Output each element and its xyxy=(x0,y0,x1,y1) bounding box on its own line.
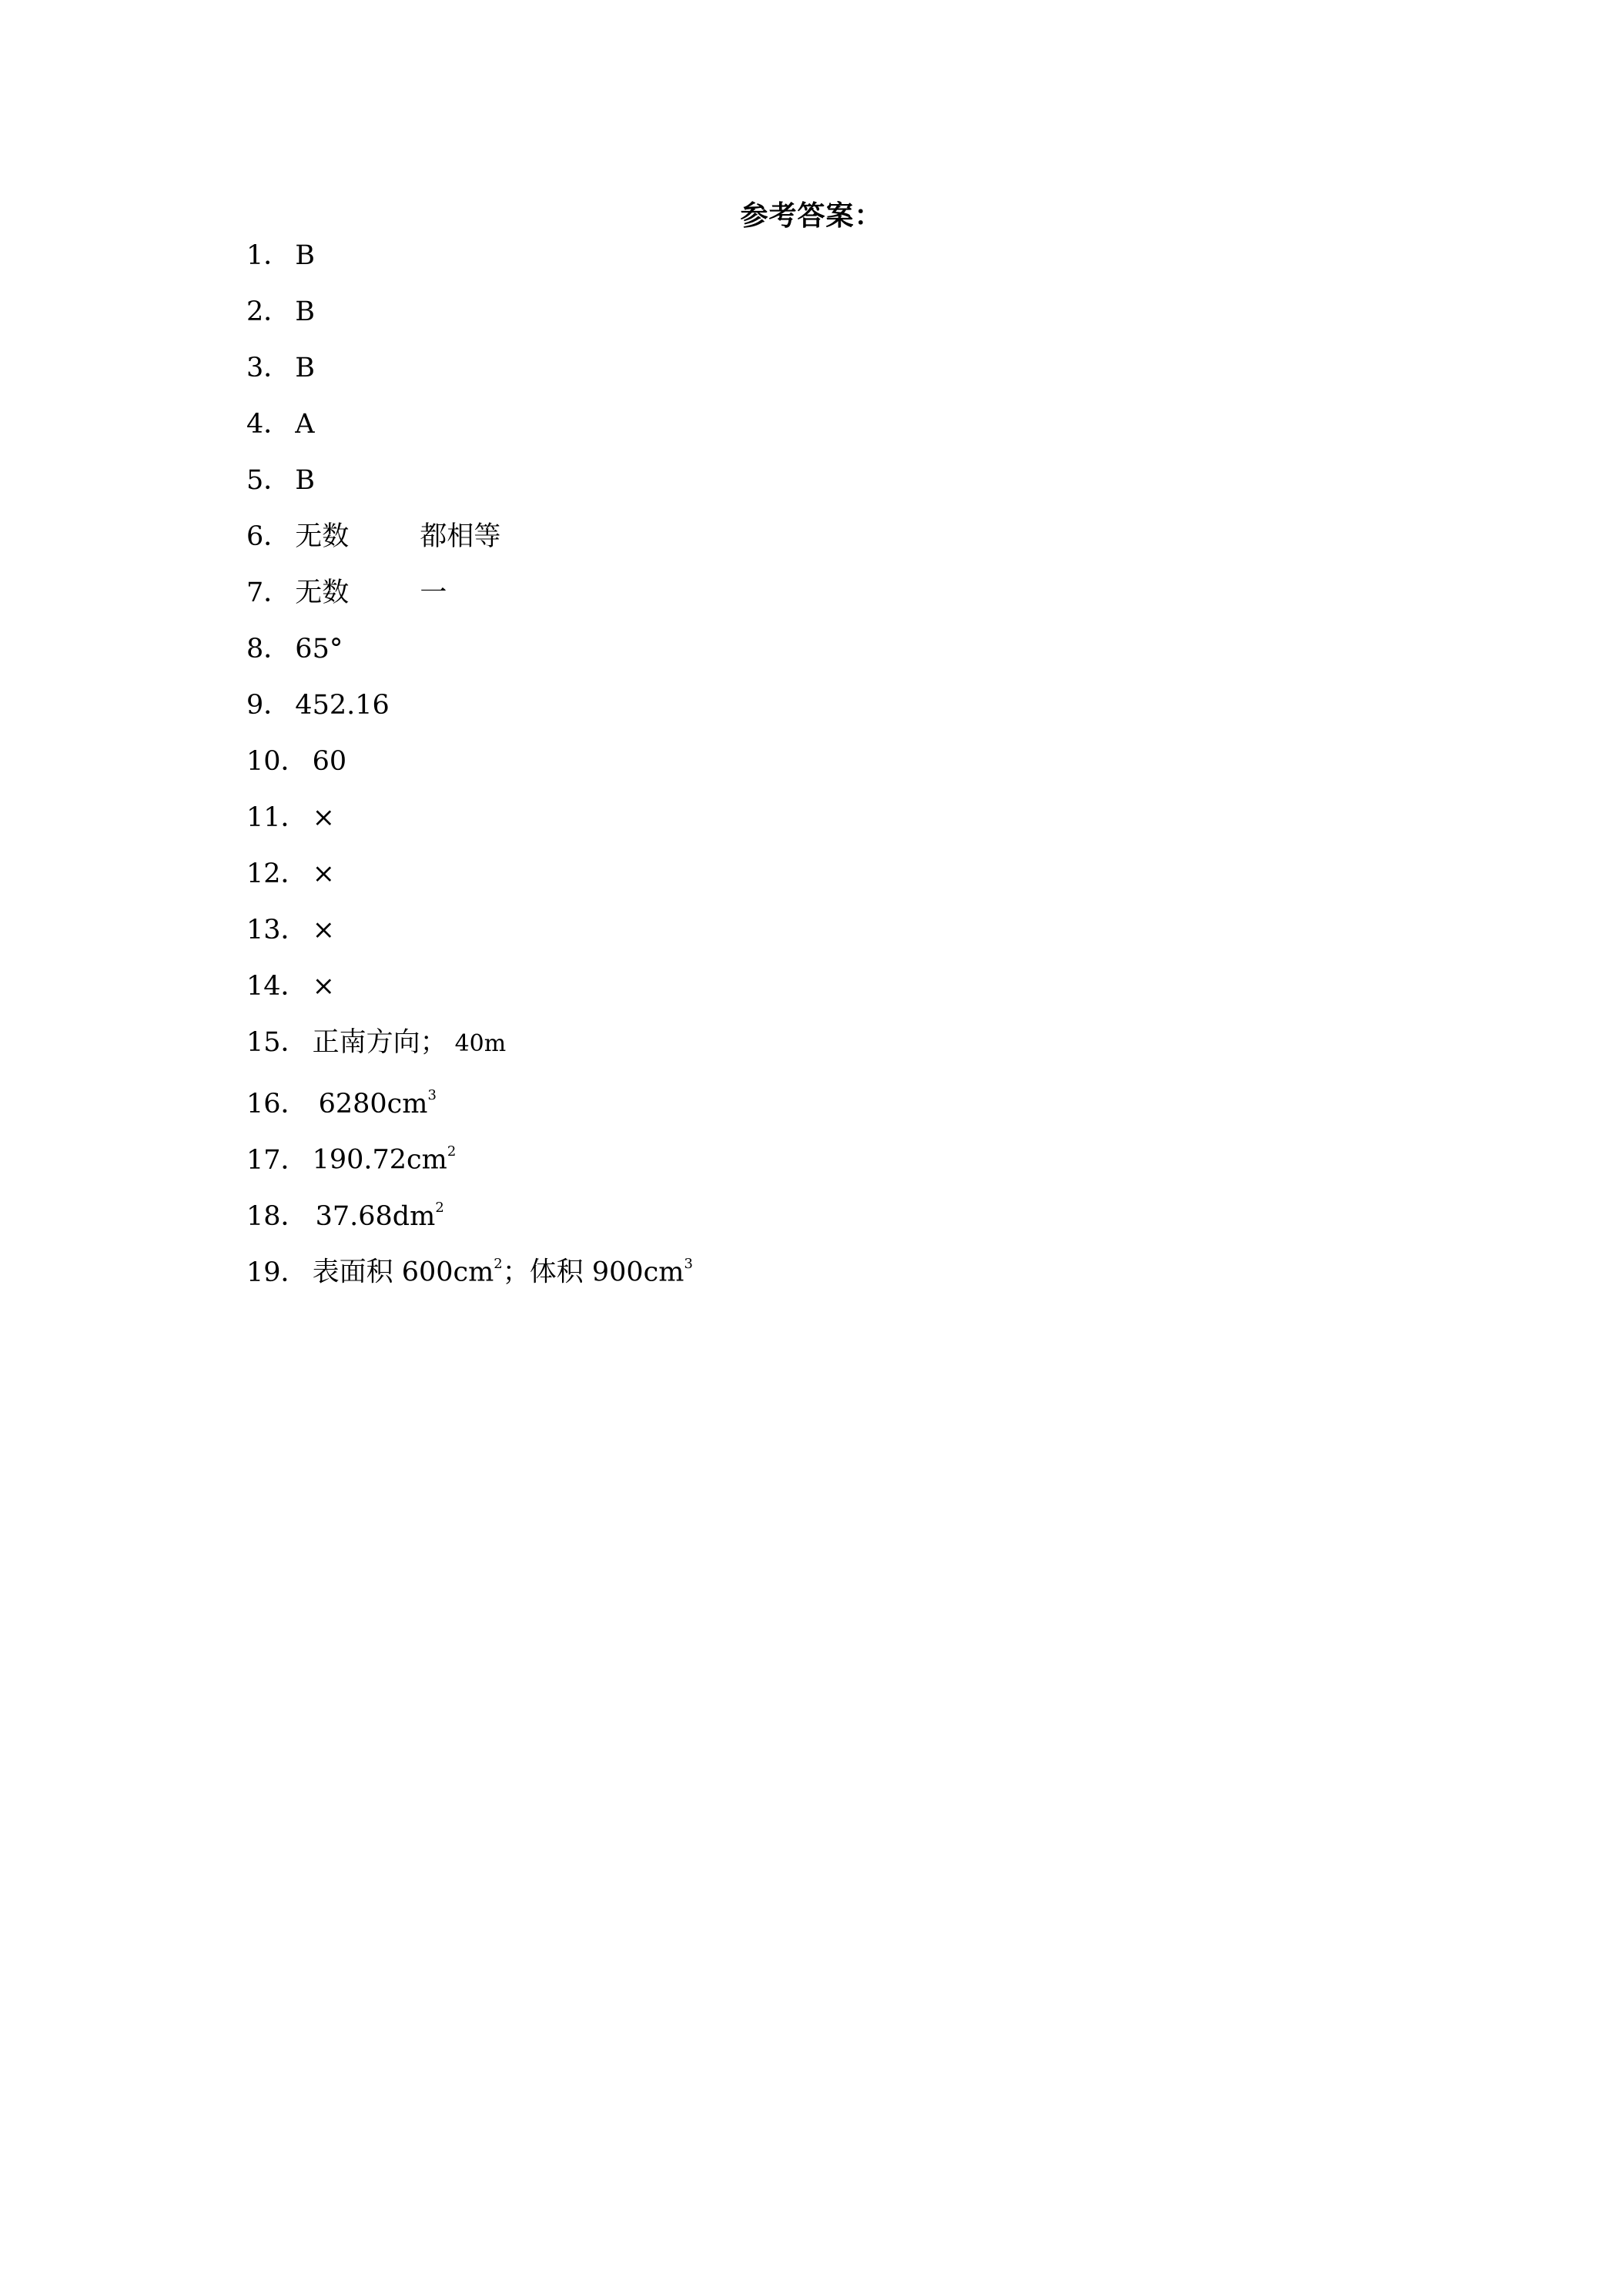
answer-text: × xyxy=(312,858,335,889)
answer-item-4 xyxy=(246,405,315,443)
answer-separator: ． xyxy=(280,858,308,889)
answer-number: 3 xyxy=(246,353,264,383)
answer-item-1 xyxy=(246,236,315,275)
answer-separator: ． xyxy=(263,465,291,496)
answer-item-14 xyxy=(246,967,335,1006)
answer-text: 190.72cm xyxy=(312,1144,447,1176)
answer-item-11 xyxy=(246,798,335,837)
answer-number: 5 xyxy=(246,465,264,496)
answer-separator: ． xyxy=(280,1200,308,1232)
answer-number: 18 xyxy=(246,1200,281,1232)
answer-superscript: 2 xyxy=(494,1256,503,1272)
answer-text-part1: 无数 xyxy=(295,577,350,608)
answer-number: 9 xyxy=(246,690,264,721)
answer-number: 7 xyxy=(246,577,264,608)
answer-number: 17 xyxy=(246,1144,281,1176)
answer-superscript: 2 xyxy=(447,1143,457,1160)
answer-number: 4 xyxy=(246,409,264,440)
answer-separator: ． xyxy=(263,521,291,552)
answer-text-part1: 正南方向； xyxy=(312,1027,447,1058)
answer-separator: ． xyxy=(280,1144,308,1176)
answer-item-5 xyxy=(246,461,315,500)
answer-item-12 xyxy=(246,855,335,893)
answer-text: B xyxy=(295,465,316,496)
answer-number: 8 xyxy=(246,634,264,664)
answer-superscript: 2 xyxy=(435,1200,444,1216)
answer-separator: ． xyxy=(280,746,308,777)
answer-item-17 xyxy=(246,1136,456,1174)
answer-text-part2: ；体积 900cm xyxy=(502,1257,684,1288)
answer-text-part2: 40m xyxy=(454,1030,507,1057)
answer-separator: ． xyxy=(280,1257,308,1288)
page-title: 参考答案： xyxy=(740,199,883,232)
answer-separator: ． xyxy=(280,1088,308,1120)
answer-item-10 xyxy=(246,742,346,781)
answer-text: × xyxy=(312,915,335,946)
answer-item-9 xyxy=(246,686,390,725)
answer-item-6 xyxy=(246,517,500,556)
answer-item-3 xyxy=(246,349,315,387)
answer-text: A xyxy=(295,409,315,440)
answer-superscript: 3 xyxy=(684,1256,693,1272)
answer-separator: ． xyxy=(263,296,291,327)
answer-text: 60 xyxy=(312,746,347,777)
answer-text: B xyxy=(295,296,316,327)
answer-separator: ． xyxy=(263,240,291,271)
answer-separator: ． xyxy=(280,1027,308,1058)
answer-item-18 xyxy=(246,1192,444,1230)
answer-number: 1 xyxy=(246,240,264,271)
answer-text-part1: 表面积 600cm xyxy=(312,1257,494,1288)
answer-number: 2 xyxy=(246,296,264,327)
answer-text-part2: 都相等 xyxy=(420,521,501,552)
answer-text-part1: 无数 xyxy=(295,521,350,552)
answer-number: 11 xyxy=(246,802,281,833)
answer-number: 12 xyxy=(246,858,281,889)
answer-separator: ． xyxy=(280,971,308,1002)
answer-number: 14 xyxy=(246,971,281,1002)
answer-item-2 xyxy=(246,293,315,331)
answer-item-13 xyxy=(246,911,335,949)
answer-number: 15 xyxy=(246,1027,281,1058)
answer-separator: ． xyxy=(263,353,291,383)
answer-superscript: 3 xyxy=(427,1087,437,1103)
answer-text: 37.68dm xyxy=(315,1200,436,1232)
answer-number: 19 xyxy=(246,1257,281,1288)
answer-number: 6 xyxy=(246,521,264,552)
answer-text: 6280cm xyxy=(318,1088,428,1120)
answer-separator: ． xyxy=(280,802,308,833)
answer-separator: ． xyxy=(280,915,308,946)
answer-separator: ． xyxy=(263,690,291,721)
answer-text-part2: 一 xyxy=(420,577,447,608)
answer-separator: ． xyxy=(263,634,291,664)
answer-item-16 xyxy=(246,1079,437,1118)
answer-item-7 xyxy=(246,574,447,612)
answer-separator: ． xyxy=(263,577,291,608)
answer-text: × xyxy=(312,802,335,833)
answer-item-8 xyxy=(246,630,343,668)
answer-number: 10 xyxy=(246,746,281,777)
answer-item-15 xyxy=(246,1023,506,1062)
answer-text: B xyxy=(295,240,316,271)
answer-number: 16 xyxy=(246,1088,281,1120)
answer-number: 13 xyxy=(246,915,281,946)
answer-text: 452.16 xyxy=(295,690,390,721)
answer-text: B xyxy=(295,353,316,383)
answer-text: × xyxy=(312,971,335,1002)
answer-item-19 xyxy=(246,1248,693,1287)
answer-text: 65° xyxy=(295,634,343,664)
answer-separator: ． xyxy=(263,409,291,440)
